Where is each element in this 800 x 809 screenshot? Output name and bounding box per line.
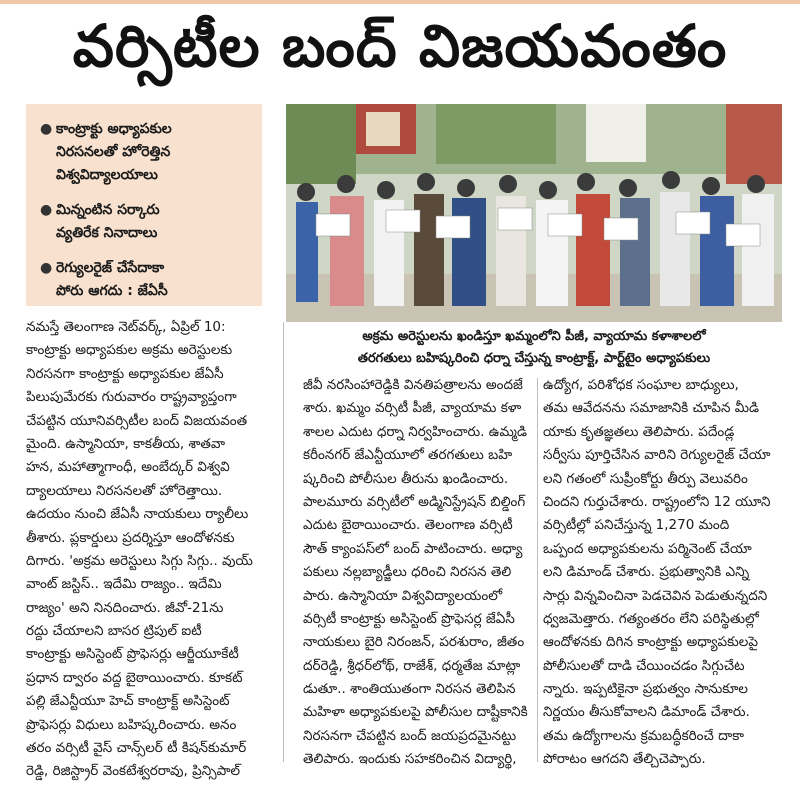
text-line: ద్యాలయాలు నిరసనలతో హోరెత్తాయి. xyxy=(26,482,223,499)
text-line: మహిళా అధ్యాపకులపై పోలీసుల దాష్టీకానికి xyxy=(303,704,528,721)
text-line: దర్‌రెడ్డి, శ్రీధర్‌లోథ్, రాజేశ్, ధర్మతేజ మాట్లా xyxy=(303,657,521,674)
text-line: నాయకులు బైరి నిరంజన్, పరశురాం, జీతం xyxy=(303,634,525,651)
text-line: లని గతంలో సుప్రీంకోర్టు తీర్పు వెలువరిం xyxy=(543,470,748,487)
text-line: వర్సిటీ కాంట్రాక్టు అసిస్టెంట్ ప్రొఫెసర్ల జేఏసీ xyxy=(303,610,515,627)
text-line: ఎదుట బైఠాయించారు. తెలంగాణ వర్సిటీ xyxy=(303,517,513,534)
text-line: ష్కరించి పోలీసుల తీరును ఖండించారు. xyxy=(303,470,509,487)
text-line: చిందని గుర్తుచేశారు. రాష్ట్రంలోని 12 యూని xyxy=(543,493,771,510)
highlight-item xyxy=(40,257,252,303)
text-line: వాంట్ జస్టిస్.. ఇదేమి రాజ్యం.. ఇదేమి xyxy=(26,576,222,593)
highlight-item xyxy=(40,199,252,245)
text-line: వర్సిటీల్లో పనిచేస్తున్న 1,270 మంది xyxy=(543,517,730,534)
text-line: ఉద్యోగ, పరిశోధక సంఘాల బాధ్యులు, xyxy=(543,377,739,393)
text-line: లని డిమాండ్ చేశారు. ప్రభుత్వానికి ఎన్ని xyxy=(543,564,750,581)
highlight-line: మిన్నంటిన సర్కారు xyxy=(56,202,160,218)
text-line: పల్లి జేఎన్టీయూ హెచ్ కాంట్రాక్ట్ అసిస్టెంట్ xyxy=(26,693,230,710)
column-divider xyxy=(537,378,538,762)
highlight-line: విశ్వవిద్యాలయాలు xyxy=(56,167,158,183)
text-line: పోలీసులతో దాడి చేయించడం సిగ్గుచేట xyxy=(543,657,745,674)
text-line: పారు. ఉస్మానియా విశ్వవిద్యాలయంలో xyxy=(303,587,503,604)
text-line: ప్రధాన ద్వారం వద్ద బైఠాయించారు. కూకట్ xyxy=(26,669,243,686)
text-line: ప్రొఫెసర్లు విధులు బహిష్కరించారు. అనం xyxy=(26,716,237,733)
highlight-line: పోరు ఆగదు : జేఏసీ xyxy=(56,283,168,299)
article-column-2 xyxy=(303,374,531,772)
text-line: కాంట్రాక్టు అసిస్టెంట్ ప్రొఫెసర్లు ఆర్జీయూకేటీ xyxy=(26,646,239,663)
text-line: ధ్వజమెత్తారు. గత్యంతరం లేని పరిస్థితుల్లో xyxy=(543,610,759,627)
text-line: శాలల ఎదుట ధర్నా నిర్వహించారు. ఉమ్మడి xyxy=(303,423,527,440)
highlights-box xyxy=(26,104,262,306)
text-line: తమ ఆవేదనను సమాజానికి చూపిన మీడి xyxy=(543,400,760,417)
text-line: ఒప్పంద అధ్యాపకులను పర్మినెంట్ చేయా xyxy=(543,540,752,557)
text-line: ఉదయం నుంచి జేఏసీ నాయకులు ర్యాలీలు xyxy=(26,506,249,523)
text-line: చేపట్టిన యూనివర్సిటీల బంద్ విజయవంత xyxy=(26,412,248,429)
bullet-icon: ● xyxy=(40,202,53,218)
highlight-line: రెగ్యులరైజ్ చేసేదాకా xyxy=(56,260,165,276)
caption-line-1: అక్రమ అరెస్టులను ఖండిస్తూ ఖమ్మంలోని పీజీ, వ్యాయామ కళాశాలలో xyxy=(362,329,706,344)
text-line: శారు. ఖమ్మం వర్సిటీ పీజీ, వ్యాయామ కళా xyxy=(303,400,522,417)
protest-photo xyxy=(286,104,782,322)
text-line: కరీంనగర్ జేఎన్టీయూలో తరగతులు బహి xyxy=(303,447,513,464)
text-line: నమస్తే తెలంగాణ నెట్‌వర్క్, ఏప్రిల్ 10: xyxy=(26,319,226,335)
text-line: తమ ఉద్యోగాలను క్రమబద్ధీకరించే దాకా xyxy=(543,727,744,744)
text-line: పిలుపుమేరకు గురువారం రాష్ట్రవ్యాప్తంగా xyxy=(26,389,237,406)
caption-line-2: తరగతులు బహిష్కరించి ధర్నా చేస్తున్న కాంట్రాక్ట్, పార్ట్‌టైం అధ్యాపకులు xyxy=(357,351,711,366)
text-line: మైంది. ఉస్మానియా, కాకతీయ, శాతవా xyxy=(26,435,226,452)
text-line: హన, మహాత్మాగాంధీ, అంబేద్కర్ విశ్వవి xyxy=(26,459,230,476)
text-line: సౌత్ క్యాంపస్‌లో బంద్ పాటించారు. అధ్యా xyxy=(303,540,523,557)
highlight-line: నిరసనలతో హోరెత్తిన xyxy=(56,144,171,160)
text-line: న్నారు. ఇప్పటికైనా ప్రభుత్వం సానుకూల xyxy=(543,681,748,698)
text-line: పోరాటం ఆగదని తేల్చిచెప్పారు. xyxy=(543,751,706,768)
column-divider xyxy=(283,322,284,762)
article-column-1 xyxy=(26,316,266,784)
text-line: తరం వర్సిటీ వైస్ చాన్స్‌లర్ టీ కిషన్‌కుమార్ xyxy=(26,740,247,757)
text-line: కాంట్రాక్టు అధ్యాపకుల అక్రమ అరెస్టులకు xyxy=(26,342,233,359)
text-line: పాలమూరు వర్సిటీలో అడ్మినిస్ట్రేషన్ బిల్డింగ్ xyxy=(303,493,526,510)
text-line: నిరసనగా కాంట్రాక్టు అధ్యాపకుల జేఏసీ xyxy=(26,365,224,382)
text-line: నిర్ణయం తీసుకోవాలని డిమాండ్ చేశారు. xyxy=(543,704,750,721)
top-rule xyxy=(0,0,800,4)
text-line: రెడ్డి, రిజిస్ట్రార్ వెంకటేశ్వరరావు, ప్రిన్సిపాల్ xyxy=(26,763,241,780)
headline: వర్సిటీల బంద్ విజయవంతం xyxy=(72,11,728,80)
text-line: తెలిపారు. ఇందుకు సహకరించిన విద్యార్థి, xyxy=(303,751,517,768)
text-line: యాకు కృతజ్ఞతలు తెలిపారు. పదేండ్ల xyxy=(543,423,735,440)
text-line: దిగారు. 'అక్రమ అరెస్టులు సిగ్గు సిగ్గు.. వుయ్ xyxy=(26,552,253,569)
photo-caption xyxy=(286,322,782,374)
text-line: రద్దు చేయాలని బాసర ట్రిపుల్ ఐటీ xyxy=(26,623,202,640)
text-line: పకులు నల్లబ్యాడ్జీలు ధరించి నిరసన తెలి xyxy=(303,564,512,581)
article-column-3 xyxy=(543,374,781,772)
bullet-icon: ● xyxy=(40,260,53,276)
highlight-line: కాంట్రాక్టు అధ్యాపకుల xyxy=(56,121,172,137)
text-line: సర్వీసు పూర్తిచేసిన వారిని రెగ్యులరైజ్ చేయా xyxy=(543,447,771,464)
text-line: నిరసనగా చేపట్టిన బంద్ జయప్రదమైనట్టు xyxy=(303,727,517,744)
text-line: రాజ్యం' అని నినదించారు. జీవో-21ను xyxy=(26,599,224,616)
bullet-icon: ● xyxy=(40,121,53,137)
text-line: ఆందోళనకు దిగిన కాంట్రాక్టు అధ్యాపకులపై xyxy=(543,634,758,651)
text-line: డుతూ.. శాంతియుతంగా నిరసన తెలిపిన xyxy=(303,681,516,698)
text-line: జీవీ నరసింహారెడ్డికి వినతిపత్రాలను అందజే xyxy=(303,377,523,393)
text-line: తీశారు. ప్లకార్డులు ప్రదర్శిస్తూ ఆందోళనకు xyxy=(26,529,235,546)
highlight-item xyxy=(40,118,252,187)
text-line: సార్లు విన్నవించినా పెడచెవిన పెడుతున్నదని xyxy=(543,587,768,604)
highlight-line: వ్యతిరేక నినాదాలు xyxy=(56,225,158,241)
